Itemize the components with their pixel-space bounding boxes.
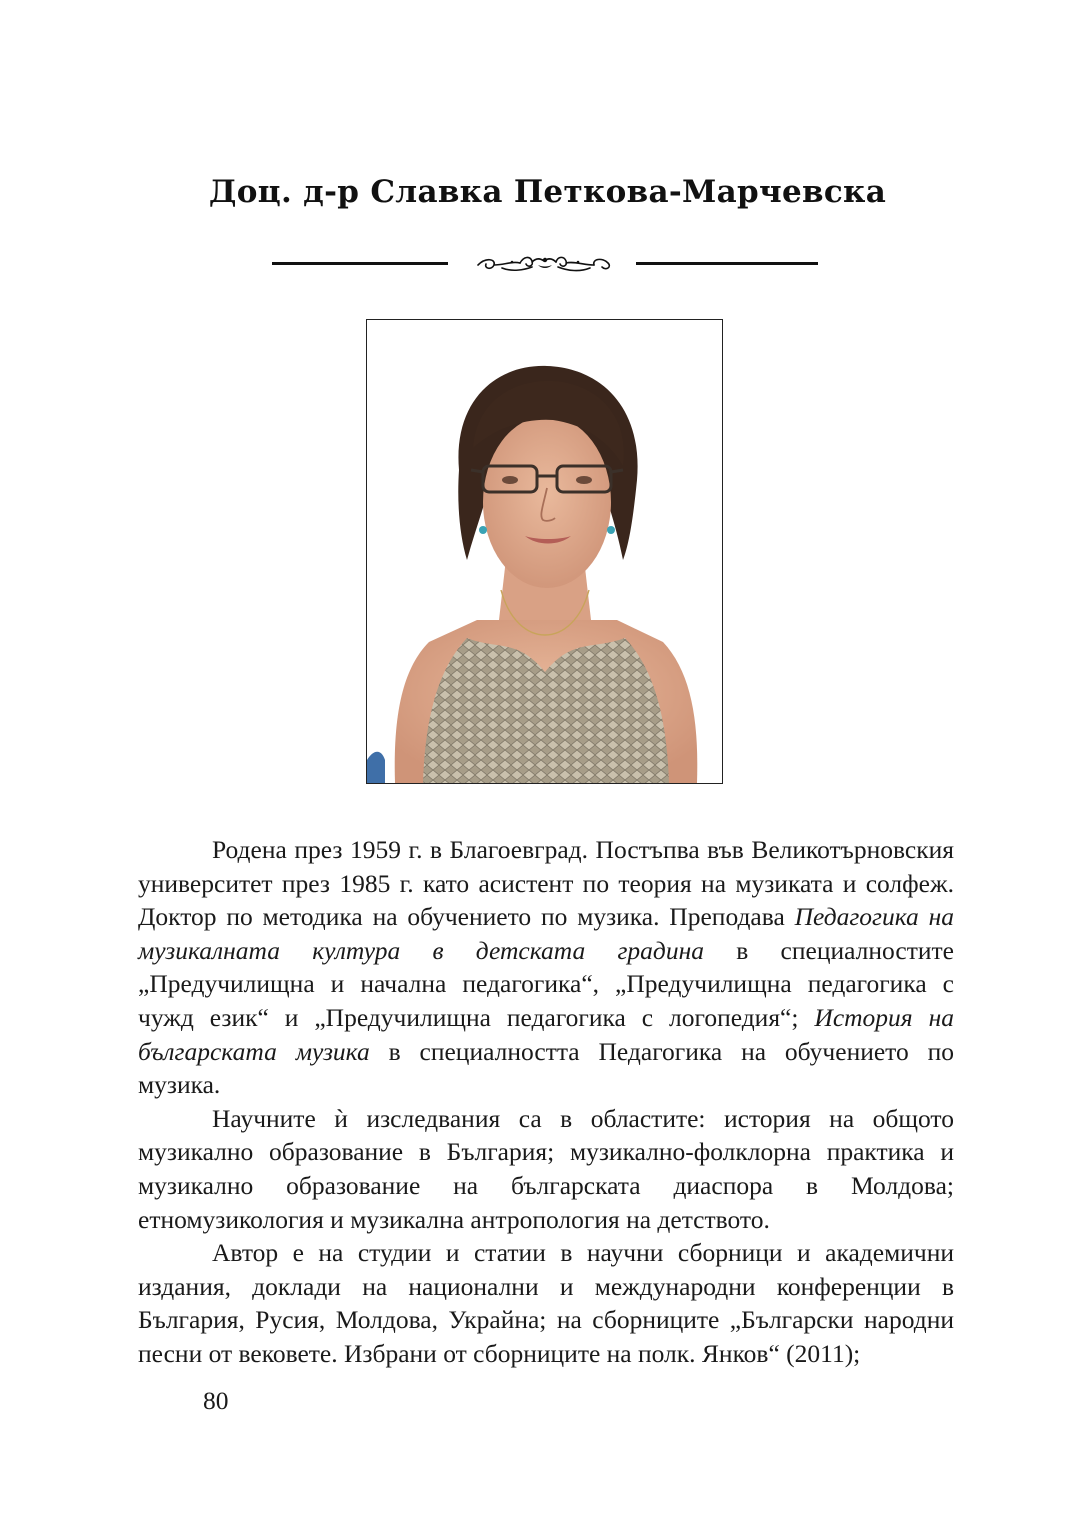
floral-flourish-icon — [472, 250, 618, 278]
paragraph-1 — [138, 833, 954, 1102]
paragraph-1-text-3: в специалността Педагогика на обучението по музика. — [138, 1036, 955, 1100]
page-number: 80 — [203, 1386, 229, 1415]
biography-text — [138, 833, 954, 1371]
paragraph-1-text-1: Родена през 1959 г. в Благоевград. Постъпва във Великотърновския университет през 1985 г. като асистент по теория на музиката и солфеж. Доктор по методика на обучението по музика. Преподава — [138, 835, 954, 932]
paragraph-3: Автор е на студии и статии в научни сборници и академични издания, доклади на национални и международни конференции в България, Русия, Молдова, Украйна; на сборниците „Български народни песни от вековете. Избрани от сборниците на полк. Янков“ (2011); — [138, 1238, 954, 1368]
portrait-photo — [366, 319, 723, 784]
page-title: Доц. д-р Славка Петкова-Марчевска — [208, 174, 887, 210]
course-title-2: История на българската музика — [138, 1002, 954, 1066]
ornament-line-left — [272, 262, 448, 265]
ornament-line-right — [636, 262, 818, 265]
course-title-1: Педагогика на музикалната култура в детската градина — [138, 902, 954, 965]
portrait-illustration — [367, 320, 722, 783]
paragraph-1-text-2: в специалностите „Предучилищна и начална педагогика“, „Предучилищна педагогика с чужд език“ и „Предучилищна педагогика с логопедия“; — [138, 935, 954, 1032]
paragraph-2: Научните ѝ изследвания са в областите: история на общото музикално образование в България; музикално-фолклорна практика и музикално образование на българската диаспора в Молдова; етномузикология и музикална антропология на детството. — [138, 1103, 954, 1234]
title-ornament — [272, 250, 818, 278]
